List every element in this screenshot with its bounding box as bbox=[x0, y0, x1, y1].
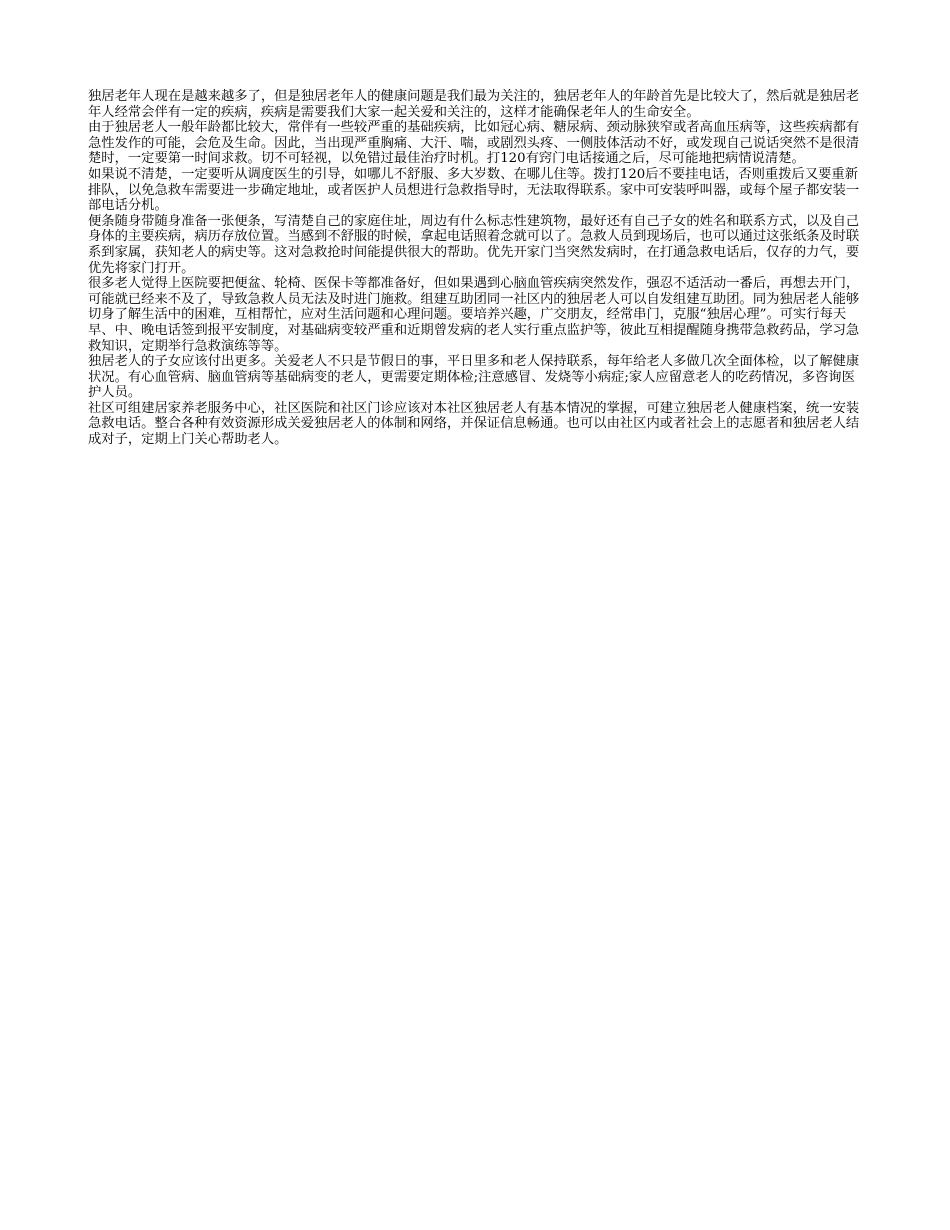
paragraph-intro: 独居老年人现在是越来越多了，但是独居老年人的健康问题是我们最为关注的，独居老年人的年龄首先是比较大了，然后就是独居老年人经常会伴有一定的疾病，疾病是需要我们大家一起关爱和关注的，这样才能确保老年人的生命安全。 bbox=[88, 89, 860, 120]
paragraph-emergency-call: 如果说不清楚，一定要听从调度医生的引导，如哪儿不舒服、多大岁数、在哪儿住等。拨打120后不要挂电话，否则重拨后又要重新排队，以免急救车需要进一步确定地址，或者医护人员想进行急救指导时，无法取得联系。家中可安装呼叫器，或每个屋子都安装一部电话分机。 bbox=[88, 166, 860, 214]
paragraph-note-card: 便条随身带随身准备一张便条，写清楚自己的家庭住址，周边有什么标志性建筑物，最好还有自己子女的姓名和联系方式，以及自己身体的主要疾病，病历存放位置。当感到不舒服的时候，拿起电话照着念就可以了。急救人员到现场后，也可以通过这张纸条及时联系到家属，获知老人的病史等。这对急救抢时间能提供很大的帮助。优先开家门当突然发病时，在打通急救电话后，仅存的力气，要优先将家门打开。 bbox=[88, 213, 860, 276]
paragraph-children-care: 独居老人的子女应该付出更多。关爱老人不只是节假日的事，平日里多和老人保持联系，每年给老人多做几次全面体检，以了解健康状况。有心血管病、脑血管病等基础病变的老人，更需要定期体检;注意感冒、发烧等小病症;家人应留意老人的吃药情况，多咨询医护人员。 bbox=[88, 354, 860, 401]
paragraph-mutual-aid: 很多老人觉得上医院要把便盆、轮椅、医保卡等都准备好，但如果遇到心脑血管疾病突然发作，强忍不适活动一番后，再想去开门，可能就已经来不及了，导致急救人员无法及时进门施救。组建互助团同一社区内的独居老人可以自发组建互助团。同为独居老人能够切身了解生活中的困难，互相帮忙，应对生活问题和心理问题。要培养兴趣，广交朋友，经常串门，克服“独居心理”。可实行每天早、中、晚电话签到报平安制度，对基础病变较严重和近期曾发病的老人实行重点监护等，彼此互相提醒随身携带急救药品，学习急救知识，定期举行急救演练等等。 bbox=[88, 276, 860, 354]
paragraph-community-service: 社区可组建居家养老服务中心，社区医院和社区门诊应该对本社区独居老人有基本情况的掌握，可建立独居老人健康档案，统一安装急救电话。整合各种有效资源形成关爱独居老人的体制和网络，并保证信息畅通。也可以由社区内或者社会上的志愿者和独居老人结成对子，定期上门关心帮助老人。 bbox=[88, 400, 860, 448]
paragraph-chronic-disease: 由于独居老人一般年龄都比较大，常伴有一些较严重的基础疾病，比如冠心病、糖尿病、颈动脉狭窄或者高血压病等，这些疾病都有急性发作的可能，会危及生命。因此，当出现严重胸痛、大汗、喘，或剧烈头疼、一侧肢体活动不好，或发现自己说话突然不是很清楚时，一定要第一时间求救。切不可轻视，以免错过最佳治疗时机。打120有窍门电话接通之后，尽可能地把病情说清楚。 bbox=[88, 120, 860, 167]
article-body bbox=[88, 89, 860, 448]
